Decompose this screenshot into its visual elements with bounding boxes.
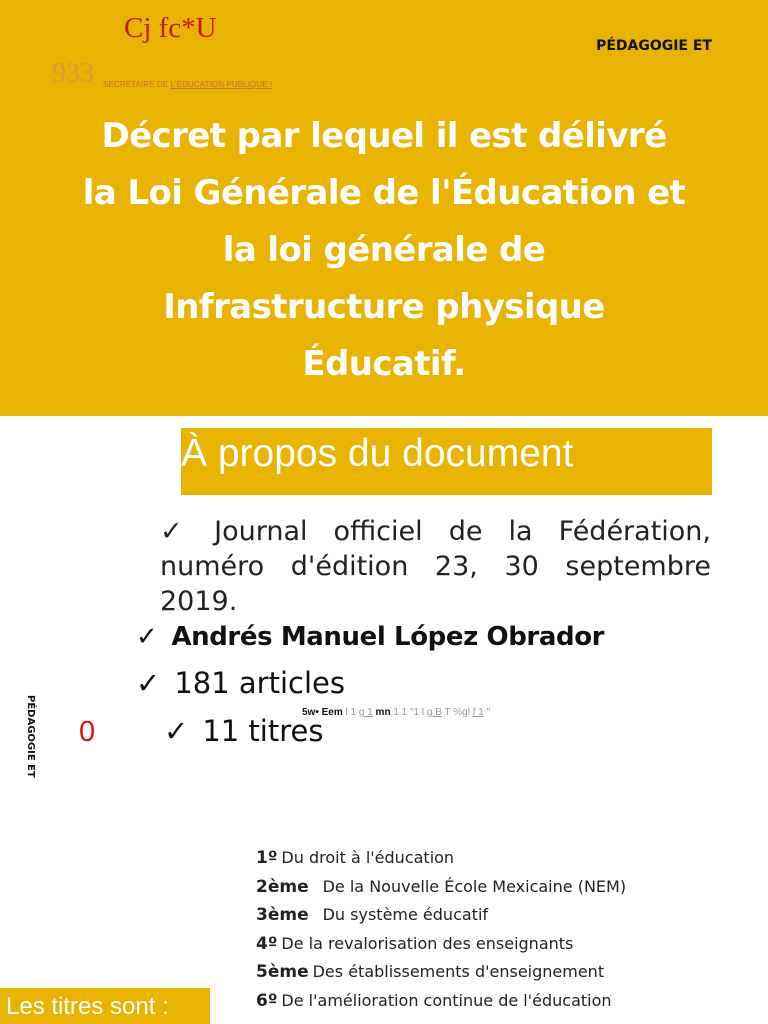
- side-vertical-label: PÉDAGOGIE ET: [25, 695, 36, 778]
- list-item: [256, 960, 626, 989]
- journal-item: [160, 514, 711, 619]
- title-line: Éducatif.: [302, 344, 466, 384]
- scan-noise-text: 5w• Eem l 1 g 1 mn 1 1 "1 l g B T %gl f 1 ": [302, 707, 491, 718]
- stamp-link[interactable]: L'ÉDUCATION PUBLIQUE !: [170, 80, 273, 89]
- title-text: De l'amélioration continue de l'éducation: [281, 990, 612, 1010]
- title-text: Des établissements d'enseignement: [312, 962, 605, 981]
- titres-item: [164, 714, 323, 748]
- stamp-prefix: SECRÉTAIRE DE: [103, 80, 171, 89]
- list-item: [256, 989, 626, 1018]
- title-line: Décret par lequel il est délivré: [101, 116, 667, 156]
- title-line: Infrastructure physique: [163, 287, 605, 327]
- stamp-caption: [103, 80, 272, 89]
- articles-item: [136, 666, 345, 700]
- titles-list: [256, 846, 626, 1017]
- footer-label: Les titres sont :: [6, 993, 169, 1020]
- red-zero-mark: 0: [79, 716, 96, 748]
- list-item: [256, 903, 626, 932]
- about-heading: À propos du document: [181, 432, 574, 475]
- stamp-number: 933: [52, 58, 94, 89]
- title-text: Du système éducatif: [322, 905, 489, 924]
- title-text: De la revalorisation des enseignants: [281, 933, 574, 953]
- list-item: [256, 932, 626, 961]
- check-icon: ✓: [136, 666, 161, 700]
- author-item: [136, 622, 604, 652]
- title-number: 5ème: [256, 962, 309, 982]
- articles-count: 181 articles: [174, 666, 345, 700]
- title-text: Du droit à l'éducation: [281, 848, 455, 867]
- title-line: la loi générale de: [222, 230, 546, 270]
- author-name: Andrés Manuel López Obrador: [171, 622, 605, 652]
- title-line: la Loi Générale de l'Éducation et: [82, 173, 686, 213]
- header-top-right-label: PÉDAGOGIE ET: [596, 38, 712, 54]
- check-icon: ✓: [164, 714, 189, 748]
- check-icon: ✓: [136, 622, 158, 652]
- title-number: 3ème: [256, 905, 309, 925]
- logo-text: Cj fc*U: [124, 12, 217, 44]
- title-text: De la Nouvelle École Mexicaine (NEM): [322, 876, 627, 896]
- title-number: 1º: [256, 848, 278, 868]
- document-title: [40, 108, 728, 393]
- title-number: 4º: [256, 933, 278, 954]
- list-item: [256, 875, 626, 904]
- title-number: 2ème: [256, 876, 309, 897]
- check-icon: ✓: [160, 516, 201, 547]
- journal-text: Journal officiel de la Fédération, numéro d'édition 23, 30 septembre 2019.: [160, 516, 711, 617]
- list-item: [256, 846, 626, 875]
- titres-count: 11 titres: [202, 714, 324, 748]
- title-number: 6º: [256, 990, 278, 1011]
